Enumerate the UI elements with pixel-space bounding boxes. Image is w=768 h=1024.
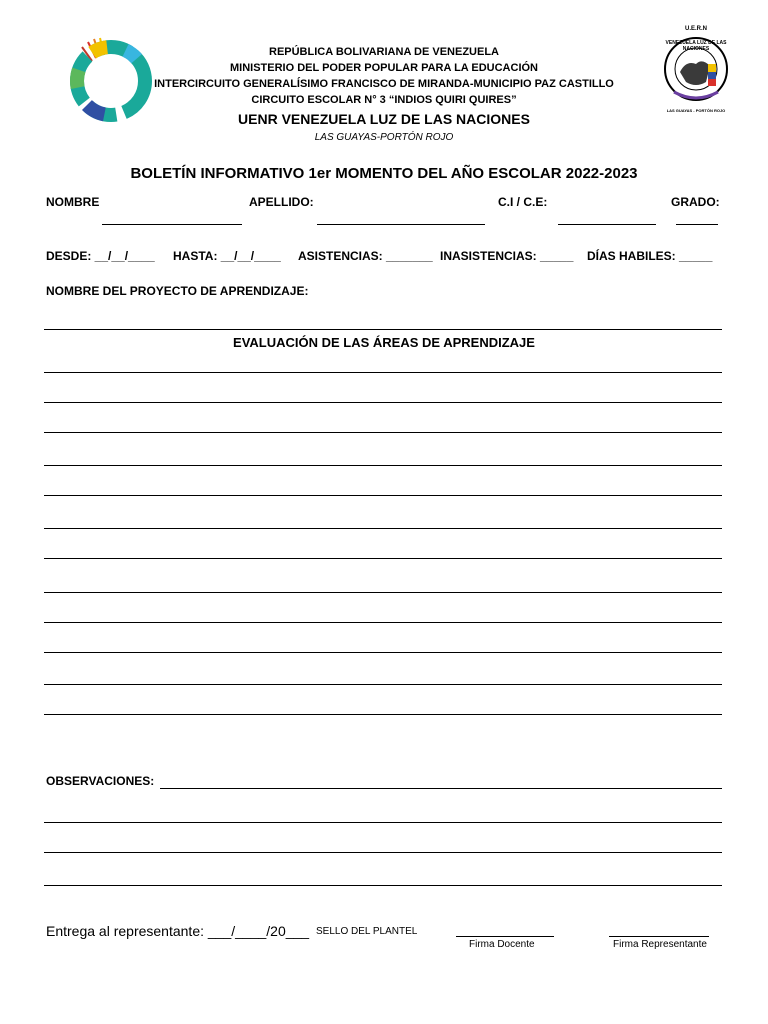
document-title: BOLETÍN INFORMATIVO 1er MOMENTO DEL AÑO ESCOLAR 2022-2023: [130, 165, 638, 182]
desde-field[interactable]: DESDE: __/__/____: [46, 249, 155, 263]
sello-label: SELLO DEL PLANTEL: [316, 926, 418, 937]
firma-docente-label: Firma Docente: [469, 939, 535, 950]
evaluacion-line[interactable]: [44, 402, 722, 403]
observaciones-line[interactable]: [44, 885, 722, 886]
nombre-blank[interactable]: [102, 224, 242, 225]
evaluacion-line[interactable]: [44, 465, 722, 466]
evaluacion-line[interactable]: [44, 652, 722, 653]
asistencias-field[interactable]: ASISTENCIAS: _______: [298, 249, 433, 263]
evaluacion-line[interactable]: [44, 372, 722, 373]
hasta-field[interactable]: HASTA: __/__/____: [173, 249, 281, 263]
grado-blank[interactable]: [676, 224, 718, 225]
evaluacion-line[interactable]: [44, 592, 722, 593]
header-line-1: REPÚBLICA BOLIVARIANA DE VENEZUELA: [269, 46, 499, 58]
apellido-blank[interactable]: [317, 224, 485, 225]
ci-blank[interactable]: [558, 224, 656, 225]
header-line-3: INTERCIRCUITO GENERALÍSIMO FRANCISCO DE MIRANDA-MUNICIPIO PAZ CASTILLO: [154, 78, 614, 90]
logo-arc-text: VENEZUELA LUZ DE LAS NACIONES: [665, 40, 727, 52]
evaluacion-line[interactable]: [44, 684, 722, 685]
evaluacion-title: EVALUACIÓN DE LAS ÁREAS DE APRENDIZAJE: [233, 335, 535, 350]
nombre-label: NOMBRE: [46, 195, 100, 209]
inasistencias-field[interactable]: INASISTENCIAS: _____: [440, 249, 574, 263]
evaluacion-line[interactable]: [44, 558, 722, 559]
observaciones-line[interactable]: [44, 822, 722, 823]
header-line-2: MINISTERIO DEL PODER POPULAR PARA LA EDUCACIÓN: [229, 62, 539, 74]
proyecto-label: NOMBRE DEL PROYECTO DE APRENDIZAJE:: [46, 284, 309, 298]
evaluacion-line[interactable]: [44, 714, 722, 715]
observaciones-line[interactable]: [160, 788, 722, 789]
evaluacion-line[interactable]: [44, 495, 722, 496]
logo-top-text: U.E.R.N: [684, 26, 707, 32]
firma-docente-line[interactable]: [456, 936, 554, 937]
entrega-field[interactable]: Entrega al representante: ___/____/20___: [46, 923, 310, 939]
logo-bottom-text: LAS GUAYAS - PORTÓN ROJO: [666, 108, 726, 113]
school-location: LAS GUAYAS-PORTÓN ROJO: [314, 132, 454, 143]
evaluacion-line[interactable]: [44, 432, 722, 433]
grado-label: GRADO:: [671, 195, 720, 209]
ci-label: C.I / C.E:: [498, 195, 548, 209]
proyecto-line[interactable]: [44, 329, 722, 330]
dias-habiles-field[interactable]: DÍAS HABILES: _____: [587, 249, 713, 263]
evaluacion-line[interactable]: [44, 622, 722, 623]
evaluacion-line[interactable]: [44, 528, 722, 529]
observaciones-label: OBSERVACIONES:: [46, 774, 155, 788]
observaciones-line[interactable]: [44, 852, 722, 853]
header-line-4: CIRCUITO ESCOLAR N° 3 “INDIOS QUIRI QUIRES”: [251, 94, 517, 106]
apellido-label: APELLIDO:: [249, 195, 314, 209]
firma-representante-line[interactable]: [609, 936, 709, 937]
school-name: UENR VENEZUELA LUZ DE LAS NACIONES: [238, 111, 530, 127]
firma-representante-label: Firma Representante: [613, 939, 707, 950]
